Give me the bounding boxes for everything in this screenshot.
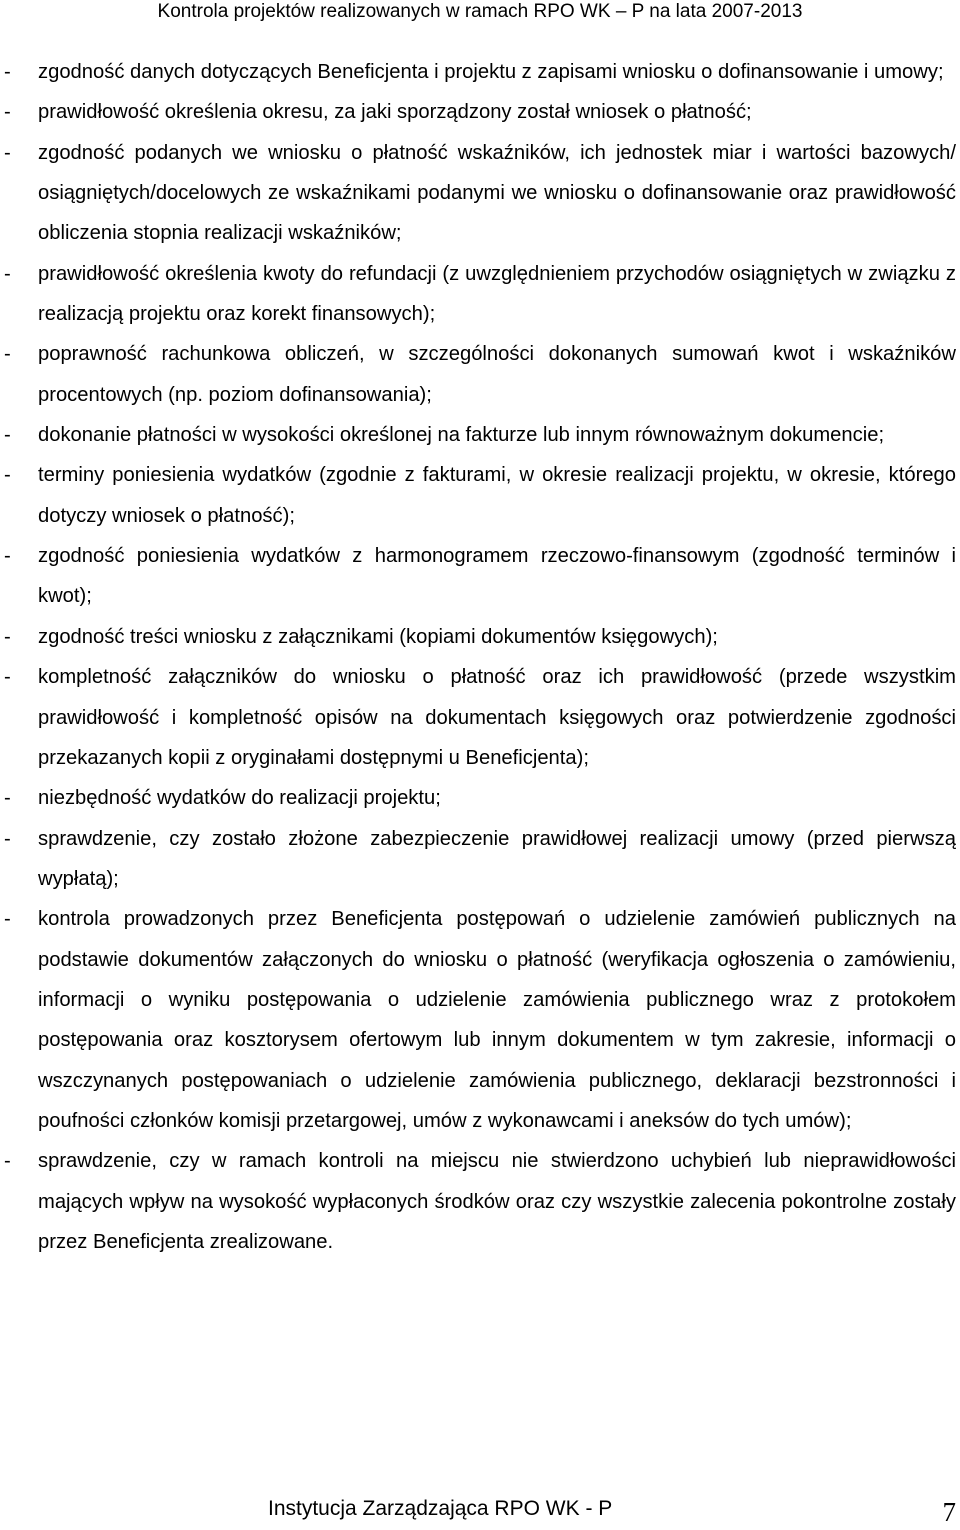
bullet-dash: - — [4, 1150, 11, 1173]
list-item-text: zgodność poniesienia wydatków z harmonogramem rzeczowo-finansowym (zgodność terminów i kwot); — [38, 545, 956, 608]
bullet-dash: - — [4, 545, 11, 568]
list-item — [0, 415, 956, 455]
list-item-text: niezbędność wydatków do realizacji projektu; — [38, 787, 441, 810]
bullet-dash: - — [4, 141, 11, 164]
list-item — [0, 819, 956, 900]
bullet-dash: - — [4, 101, 11, 124]
list-item — [0, 52, 956, 92]
list-item — [0, 254, 956, 335]
list-item-text: kompletność załączników do wniosku o płatność oraz ich prawidłowość (przede wszystkim prawidłowość i kompletność opisów na dokumentach księgowych oraz potwierdzenie zgodności przekazanych kopii z oryginałami dostępnymi u Beneficjenta); — [38, 666, 956, 769]
bullet-dash: - — [4, 666, 11, 689]
list-item — [0, 778, 956, 818]
list-item-text: dokonanie płatności w wysokości określonej na fakturze lub innym równoważnym dokumencie; — [38, 424, 885, 447]
list-item — [0, 334, 956, 415]
list-item-text: sprawdzenie, czy w ramach kontroli na miejscu nie stwierdzono uchybień lub nieprawidłowości mających wpływ na wysokość wypłaconych środków oraz czy wszystkie zalecenia pokontrolne zostały przez Beneficjenta zrealizowane. — [38, 1150, 956, 1253]
list-item-text: zgodność podanych we wniosku o płatność wskaźników, ich jednostek miar i wartości bazowych/ osiągniętych/docelowych ze wskaźnikami podanymi we wniosku o dofinansowanie oraz prawidłowość obliczenia stopnia realizacji wskaźników; — [38, 141, 956, 245]
footer-institution: Instytucja Zarządzająca RPO WK - P — [268, 1497, 613, 1520]
list-item — [0, 133, 956, 254]
list-item — [0, 899, 956, 1141]
list-item — [0, 617, 956, 657]
list-item-text: poprawność rachunkowa obliczeń, w szczególności dokonanych sumowań kwot i wskaźników procentowych (np. poziom dofinansowania); — [38, 343, 956, 406]
list-item — [0, 657, 956, 778]
list-item-text: prawidłowość określenia kwoty do refundacji (z uwzględnieniem przychodów osiągniętych w związku z realizacją projektu oraz korekt finansowych); — [38, 262, 956, 326]
criteria-list — [0, 52, 956, 1262]
list-item-text: zgodność danych dotyczących Beneficjenta i projektu z zapisami wniosku o dofinansowanie i umowy; — [38, 61, 944, 83]
list-item-text: zgodność treści wniosku z załącznikami (kopiami dokumentów księgowych); — [38, 625, 718, 648]
list-item-text: kontrola prowadzonych przez Beneficjenta postępowań o udzielenie zamówień publicznych na podstawie dokumentów załączonych do wniosku o płatność (weryfikacja ogłoszenia o zamówieniu, informacji o wyniku postępowania o udzielenie zamówienia publicznego wraz z protokołem postępowania oraz kosztorysem ofertowym lub innym dokumentem w tym zakresie, informacji o wszczynanych postępowaniach o udzielenie zamówienia publicznego, deklaracji bezstronności i poufności członków komisji przetargowej, umów z wykonawcami i aneksów do tych umów); — [38, 908, 956, 1132]
list-item — [0, 92, 956, 132]
bullet-dash: - — [4, 61, 11, 83]
page-number: 7 — [942, 1497, 956, 1527]
bullet-dash: - — [4, 343, 11, 366]
list-item-text: prawidłowość określenia okresu, za jaki sporządzony został wniosek o płatność; — [38, 101, 752, 124]
bullet-dash: - — [4, 827, 11, 850]
bullet-dash: - — [4, 787, 11, 810]
list-item — [0, 536, 956, 617]
page-header: Kontrola projektów realizowanych w ramach RPO WK – P na lata 2007-2013 — [157, 1, 803, 22]
bullet-dash: - — [4, 464, 11, 487]
bullet-dash: - — [4, 424, 11, 447]
bullet-dash: - — [4, 262, 11, 285]
bullet-dash: - — [4, 625, 11, 648]
list-item — [0, 1141, 956, 1262]
list-item-text: sprawdzenie, czy zostało złożone zabezpieczenie prawidłowej realizacji umowy (przed pierwszą wypłatą); — [38, 827, 956, 890]
bullet-dash: - — [4, 908, 11, 931]
list-item — [0, 455, 956, 536]
list-item-text: terminy poniesienia wydatków (zgodnie z fakturami, w okresie realizacji projektu, w okresie, którego dotyczy wniosek o płatność); — [38, 464, 956, 527]
